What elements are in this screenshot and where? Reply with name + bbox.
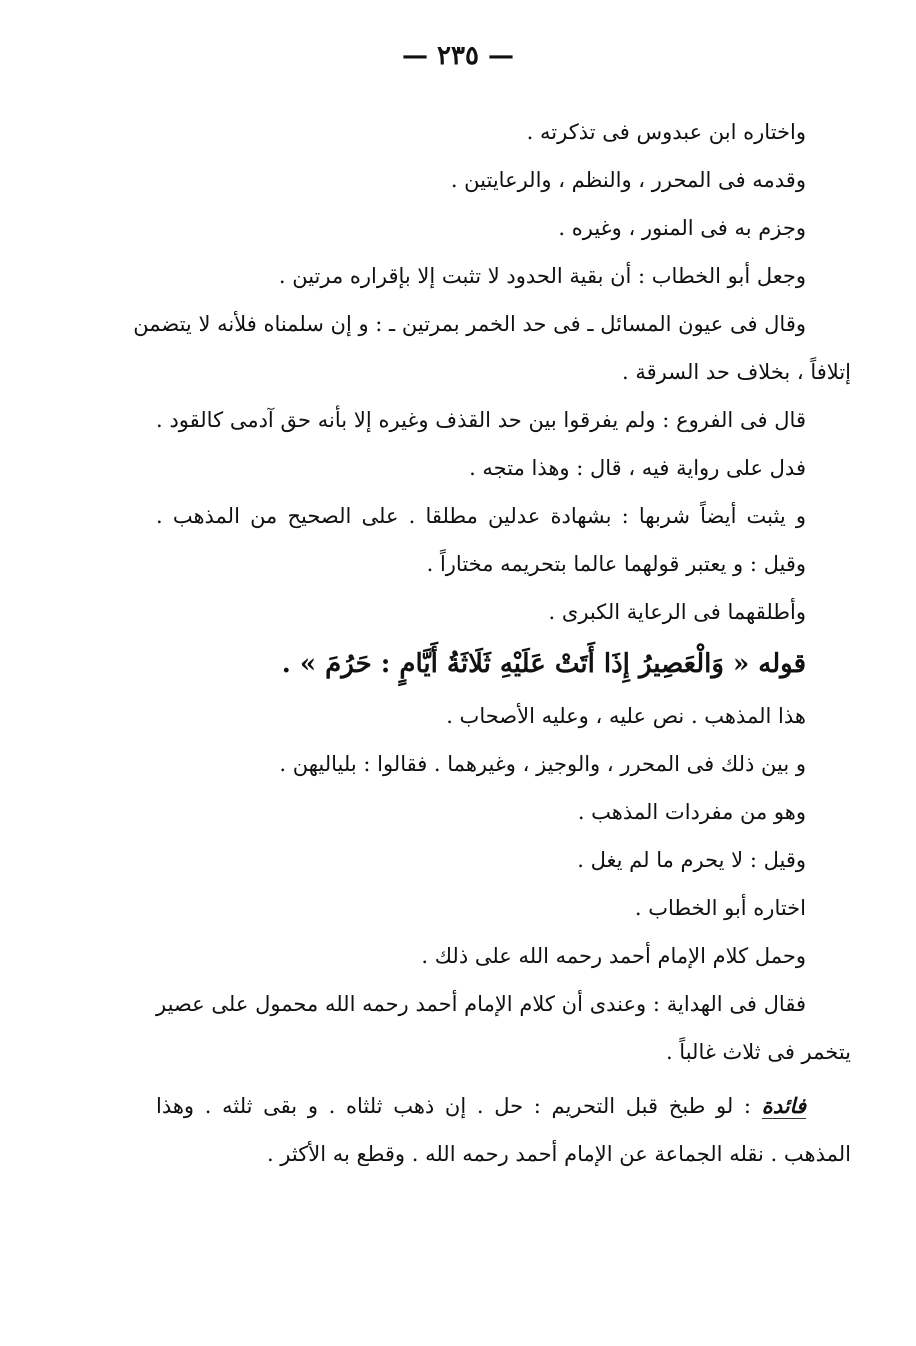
quoted-text-line: قوله « وَالْعَصِيرُ إِذَا أَتَتْ عَلَيْهِ ثَلَاثَةُ أَيَّامٍ : حَرُمَ » .	[281, 649, 806, 679]
text-line: و يثبت أيضاً شربها : بشهادة عدلين مطلقا . على الصحيح من المذهب .	[156, 504, 806, 528]
text-line: وهو من مفردات المذهب .	[577, 800, 806, 824]
text-line: يتخمر فى ثلاث غالباً .	[665, 1040, 851, 1064]
note-line: المذهب . نقله الجماعة عن الإمام أحمد رحمه الله . وقطع به الأكثر .	[266, 1142, 851, 1166]
text-line: واختاره ابن عبدوس فى تذكرته .	[526, 120, 806, 144]
body-text	[133, 108, 851, 1178]
text-line: و بين ذلك فى المحرر ، والوجيز ، وغيرهما . فقالوا : بلياليهن .	[279, 752, 806, 776]
text-line: هذا المذهب . نص عليه ، وعليه الأصحاب .	[446, 704, 806, 728]
text-line: وقيل : لا يحرم ما لم يغل .	[577, 848, 806, 872]
text-line: وحمل كلام الإمام أحمد رحمه الله على ذلك .	[421, 944, 806, 968]
note-text: : لو طبخ قبل التحريم : حل . إن ذهب ثلثاه . و بقى ثلثه . وهذا	[156, 1094, 751, 1118]
text-line: وقال فى عيون المسائل ـ فى حد الخمر بمرتين ـ : و إن سلمناه فلأنه لا يتضمن	[133, 312, 806, 336]
text-line: وقدمه فى المحرر ، والنظم ، والرعايتين .	[450, 168, 806, 192]
text-line: وقيل : و يعتبر قولهما عالما بتحريمه مختاراً .	[426, 552, 806, 576]
text-line: وجزم به فى المنور ، وغيره .	[558, 216, 806, 240]
text-line: فقال فى الهداية : وعندى أن كلام الإمام أحمد رحمه الله محمول على عصير	[156, 992, 806, 1016]
note-label: فائدة	[761, 1093, 806, 1118]
text-line: فدل على رواية فيه ، قال : وهذا متجه .	[469, 456, 806, 480]
text-line: وأطلقهما فى الرعاية الكبرى .	[548, 600, 806, 624]
text-line: إتلافاً ، بخلاف حد السرقة .	[621, 360, 851, 384]
text-line: اختاره أبو الخطاب .	[634, 896, 806, 920]
text-line: وجعل أبو الخطاب : أن بقية الحدود لا تثبت إلا بإقراره مرتين .	[278, 264, 806, 288]
page-number: — ٢٣٥ —	[401, 41, 515, 71]
text-line: قال فى الفروع : ولم يفرقوا بين حد القذف وغيره إلا بأنه حق آدمى كالقود .	[156, 408, 806, 432]
note-line	[156, 1082, 806, 1130]
